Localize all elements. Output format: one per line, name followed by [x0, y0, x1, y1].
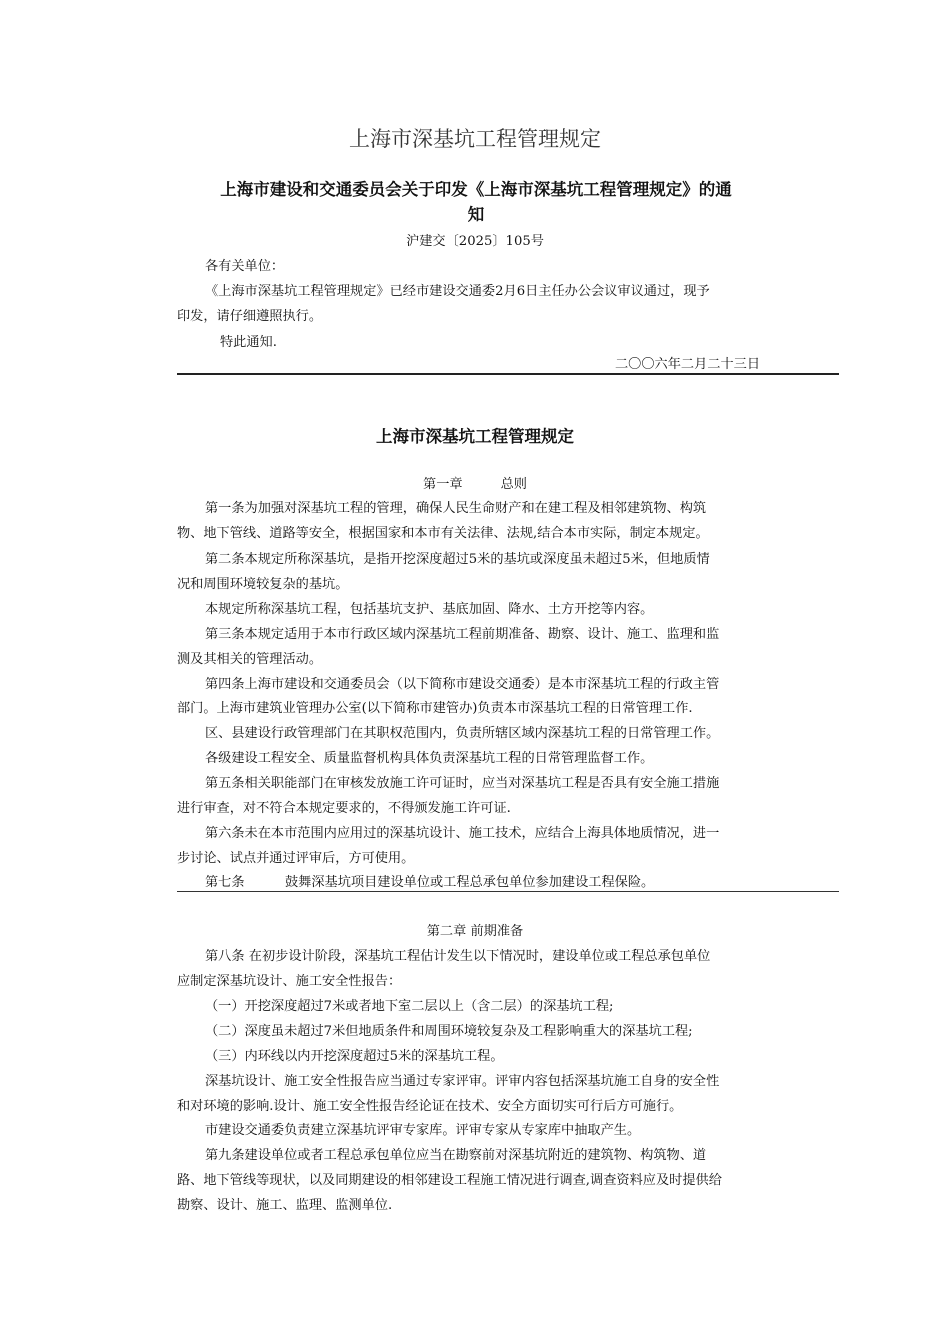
chapter1-line: 各级建设工程安全、质量监督机构具体负责深基坑工程的日常管理监督工作。 [205, 751, 654, 766]
chapter2-line: 勘察、设计、施工、监理、监测单位. [177, 1198, 393, 1213]
document-title: 上海市深基坑工程管理规定 [349, 127, 601, 151]
closing: 特此通知. [220, 335, 277, 350]
chapter1-line: 第五条相关职能部门在审核发放施工许可证时，应当对深基坑工程是否具有安全施工措施 [205, 776, 720, 791]
chapter1-line: 物、地下管线、道路等安全，根据国家和本市有关法律、法规,结合本市实际，制定本规定。 [177, 526, 709, 541]
divider [177, 373, 839, 375]
chapter2-line: 第九条建设单位或者工程总承包单位应当在勘察前对深基坑附近的建筑物、构筑物、道 [205, 1148, 707, 1163]
notice-title-line2: 知 [467, 205, 485, 224]
chapter1-line: 第六条未在本市范围内应用过的深基坑设计、施工技术，应结合上海具体地质情况，进一 [205, 826, 720, 841]
article7-label: 第七条 [205, 875, 245, 890]
chapter1-line: 区、县建设行政管理部门在其职权范围内，负责所辖区域内深基坑工程的日常管理工作。 [205, 726, 720, 741]
chapter2-line: 深基坑设计、施工安全性报告应当通过专家评审。评审内容包括深基坑施工自身的安全性 [205, 1074, 720, 1089]
chapter1-label: 第一章 [423, 477, 463, 492]
salutation: 各有关单位： [205, 259, 285, 274]
chapter1-line: 第二条本规定所称深基坑，是指开挖深度超过5米的基坑或深度虽未超过5米，但地质情 [205, 552, 710, 567]
notice-body-line1: 《上海市深基坑工程管理规定》已经市建设交通委2月6日主任办公会议审议通过，现予 [205, 284, 710, 299]
chapter1-line: 第四条上海市建设和交通委员会（以下简称市建设交通委）是本市深基坑工程的行政主管 [205, 677, 720, 692]
chapter1-line: 测及其相关的管理活动。 [177, 652, 323, 667]
chapter1-line: 进行审查，对不符合本规定要求的，不得颁发施工许可证. [177, 801, 511, 816]
article7-text: 鼓舞深基坑项目建设单位或工程总承包单位参加建设工程保险。 [285, 875, 655, 890]
chapter1-line: 步讨论、试点并通过评审后，方可使用。 [177, 851, 415, 866]
chapter1-line: 本规定所称深基坑工程，包括基坑支护、基底加固、降水、土方开挖等内容。 [205, 602, 654, 617]
chapter1-line: 况和周围环境较复杂的基坑。 [177, 577, 349, 592]
chapter1-heading [0, 473, 950, 492]
chapter2-line: （二）深度虽未超过7米但地质条件和周围环境较复杂及工程影响重大的深基坑工程; [205, 1024, 693, 1039]
notice-title-line1: 上海市建设和交通委员会关于印发《上海市深基坑工程管理规定》的通 [220, 180, 732, 199]
chapter2-line: 和对环境的影响.设计、施工安全性报告经论证在技术、安全方面切实可行后方可施行。 [177, 1099, 683, 1114]
notice-body-line2: 印发，请仔细遵照执行。 [177, 309, 323, 324]
divider [177, 891, 839, 892]
chapter1-line: 第三条本规定适用于本市行政区域内深基坑工程前期准备、勘察、设计、施工、监理和监 [205, 627, 720, 642]
chapter2-line: 应制定深基坑设计、施工安全性报告： [177, 974, 402, 989]
chapter1-line: 第一条为加强对深基坑工程的管理，确保人民生命财产和在建工程及相邻建筑物、构筑 [205, 501, 707, 516]
chapter2-line: （三）内环线以内开挖深度超过5米的深基坑工程。 [205, 1049, 504, 1064]
regulation-title: 上海市深基坑工程管理规定 [376, 427, 574, 446]
doc-number: 沪建交〔2025〕105号 [406, 234, 544, 249]
chapter1-line: 部门。上海市建筑业管理办公室(以下简称市建管办)负责本市深基坑工程的日常管理工作. [177, 701, 693, 716]
notice-date: 二〇〇六年二月二十三日 [615, 357, 761, 372]
chapter2-heading: 第二章 前期准备 [426, 924, 524, 939]
chapter1-name: 总则 [500, 477, 527, 492]
chapter2-line: 路、地下管线等现状，以及同期建设的相邻建设工程施工情况进行调查,调查资料应及时提供给 [177, 1173, 722, 1188]
chapter2-line: （一）开挖深度超过7米或者地下室二层以上（含二层）的深基坑工程; [205, 999, 614, 1014]
chapter2-line: 第八条 在初步设计阶段，深基坑工程估计发生以下情况时，建设单位或工程总承包单位 [205, 949, 711, 964]
chapter2-line: 市建设交通委负责建立深基坑评审专家库。评审专家从专家库中抽取产生。 [205, 1123, 641, 1138]
